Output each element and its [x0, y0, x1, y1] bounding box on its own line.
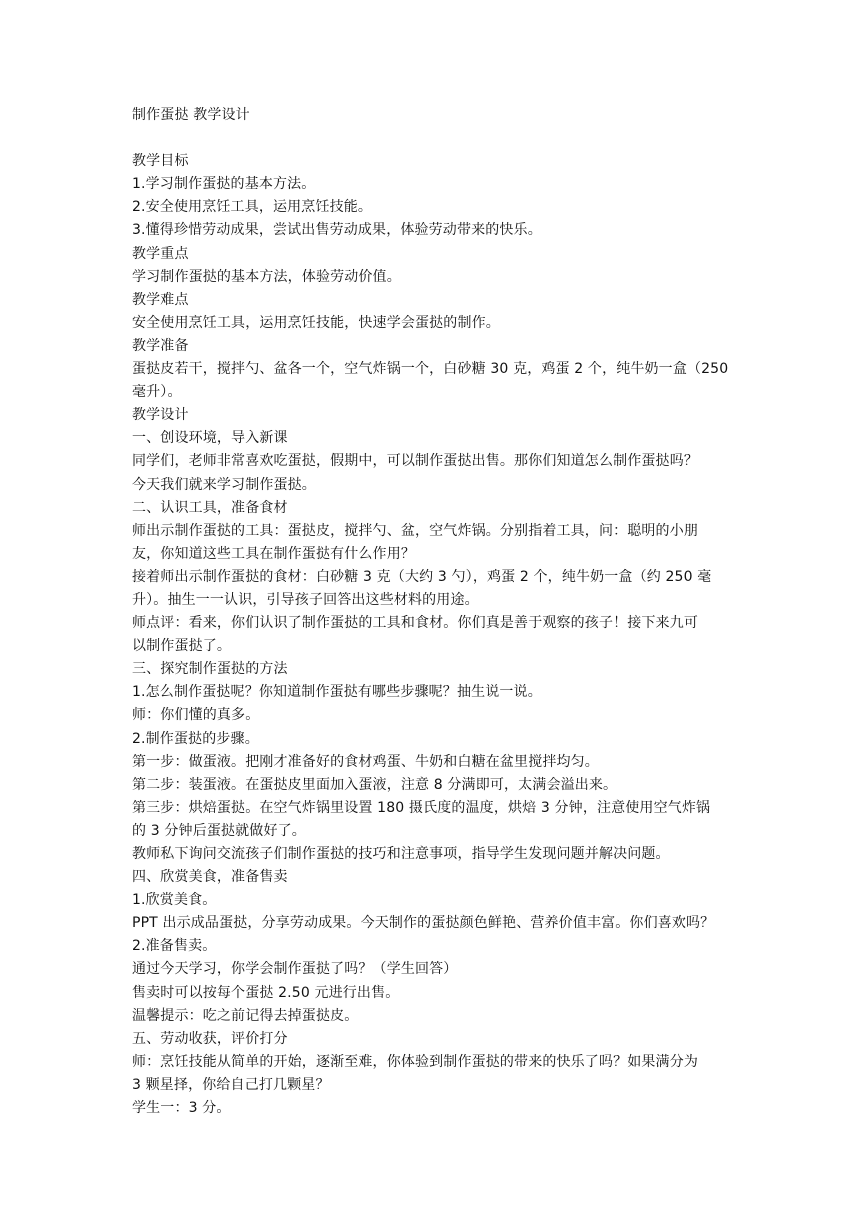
text-line: 的 3 分钟后蛋挞就做好了。	[132, 822, 306, 839]
text-line: 二、认识工具，准备食材	[132, 499, 288, 516]
text-line: 三、探究制作蛋挞的方法	[132, 661, 288, 678]
text-line: 以制作蛋挞了。	[132, 638, 232, 655]
text-line: 师：烹饪技能从简单的开始，逐渐至难，你体验到制作蛋挞的带来的快乐了吗？如果满分为	[132, 1053, 698, 1070]
text-line: 第三步：烘焙蛋挞。在空气炸锅里设置 180 摄氏度的温度，烘焙 3 分钟，注意使用空气炸锅	[132, 799, 711, 816]
text-line: 售卖时可以按每个蛋挞 2.50 元进行出售。	[132, 984, 400, 1001]
document-lines	[132, 150, 732, 1120]
document-body	[132, 104, 732, 1120]
text-line: 2.制作蛋挞的步骤。	[132, 730, 259, 747]
text-line: 安全使用烹饪工具，运用烹饪技能，快速学会蛋挞的制作。	[132, 314, 500, 331]
text-line: 教学难点	[132, 291, 189, 308]
text-line: 学生一：3 分。	[132, 1100, 231, 1117]
text-line: 第一步：做蛋液。把刚才准备好的食材鸡蛋、牛奶和白糖在盆里搅拌均匀。	[132, 753, 599, 770]
text-line: 教师私下询问交流孩子们制作蛋挞的技巧和注意事项，指导学生发现问题并解决问题。	[132, 846, 670, 862]
text-line: 毫升）。	[132, 384, 182, 401]
text-line: 一、创设环境，导入新课	[132, 430, 288, 447]
text-line: 蛋挞皮若干，搅拌勺、盆各一个，空气炸锅一个，白砂糖 30 克，鸡蛋 2 个，纯牛奶一盒（250	[132, 361, 729, 378]
text-line: 3 颗星择，你给自己打几颗星？	[132, 1076, 330, 1093]
text-line: 五、劳动收获，评价打分	[132, 1030, 288, 1047]
text-line: 师：你们懂的真多。	[132, 707, 260, 724]
text-line: 1.学习制作蛋挞的基本方法。	[132, 176, 316, 193]
text-line: 2.准备售卖。	[132, 938, 217, 955]
text-line: 师出示制作蛋挞的工具：蛋挞皮，搅拌勺、盆，空气炸锅。分别指着工具，问：聪明的小朋	[132, 522, 698, 539]
text-line: 教学准备	[132, 337, 189, 354]
text-line: 教学重点	[132, 245, 189, 262]
text-line: 接着师出示制作蛋挞的食材：白砂糖 3 克（大约 3 勺），鸡蛋 2 个，纯牛奶一盒（约 250 毫	[132, 568, 712, 585]
text-line: PPT 出示成品蛋挞，分享劳动成果。今天制作的蛋挞颜色鲜艳、营养价值丰富。你们喜欢吗？	[132, 915, 715, 932]
text-line: 学习制作蛋挞的基本方法，体验劳动价值。	[132, 268, 401, 285]
text-line: 通过今天学习，你学会制作蛋挞了吗？（学生回答）	[132, 961, 458, 978]
text-line: 第二步：装蛋液。在蛋挞皮里面加入蛋液，注意 8 分满即可，太满会溢出来。	[132, 776, 618, 793]
text-line: 温馨提示：吃之前记得去掉蛋挞皮。	[132, 1007, 359, 1024]
blank-line	[132, 127, 732, 150]
text-line: 教学目标	[132, 153, 189, 170]
text-line: 教学设计	[132, 407, 189, 424]
text-line: 同学们，老师非常喜欢吃蛋挞，假期中，可以制作蛋挞出售。那你们知道怎么制作蛋挞吗？	[132, 453, 698, 470]
text-line: 师点评：看来，你们认识了制作蛋挞的工具和食材。你们真是善于观察的孩子！接下来九可	[132, 615, 698, 632]
text-line: 今天我们就来学习制作蛋挞。	[132, 476, 316, 493]
text-line: 3.懂得珍惜劳动成果，尝试出售劳动成果，体验劳动带来的快乐。	[132, 222, 542, 239]
text-line: 升）。抽生一一认识，引导孩子回答出这些材料的用途。	[132, 591, 479, 608]
text-line: 友，你知道这些工具在制作蛋挞有什么作用？	[132, 545, 415, 562]
text-line: 1.欣赏美食。	[132, 892, 217, 909]
text-line: 四、欣赏美食，准备售卖	[132, 869, 288, 886]
text-line: 2.安全使用烹饪工具，运用烹饪技能。	[132, 199, 373, 216]
text-line: 1.怎么制作蛋挞呢？你知道制作蛋挞有哪些步骤呢？抽生说一说。	[132, 684, 542, 701]
document-title: 制作蛋挞 教学设计	[132, 107, 250, 123]
